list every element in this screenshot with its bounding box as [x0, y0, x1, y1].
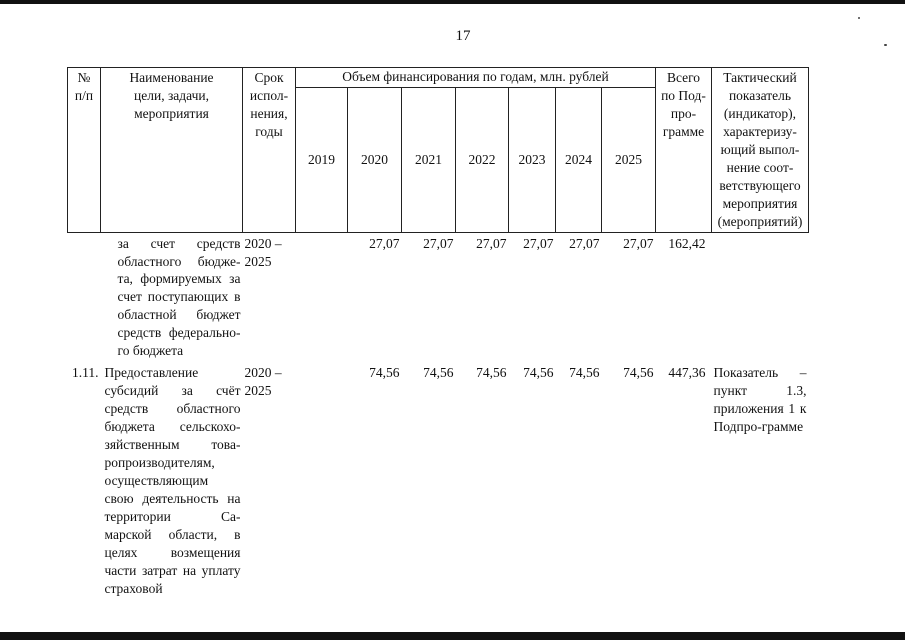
row-value: 27,07: [523, 235, 554, 251]
row-total: 447,36: [668, 365, 706, 381]
scan-speck: [884, 44, 887, 46]
header-year: 2024: [556, 88, 602, 232]
table-row: [68, 232, 809, 360]
row-name-text: Предоставление субсидий за счёт средств областного бюджета сельскохо-зяйственным това-ропроизводителям, осуществляющим свою деятельность на территории Са-марской области, в целях возмещения части затрат на уплату страховой: [104, 365, 241, 596]
header-term: Срок испол-нения, годы: [243, 68, 296, 233]
row-value: 74,56: [476, 365, 507, 381]
row-term: 2020 – 2025: [244, 365, 282, 399]
row-value: 27,07: [476, 235, 507, 251]
header-total: Всего по Под-про-грамме: [656, 68, 712, 233]
top-border-line: [0, 0, 905, 4]
row-number: 1.11.: [72, 365, 99, 381]
row-value: [296, 360, 348, 597]
row-value: 74,56: [623, 365, 654, 381]
row-name: [101, 360, 243, 597]
row-value: 27,07: [369, 235, 400, 251]
row-term: 2020 – 2025: [244, 235, 282, 269]
header-name: Наименование цели, задачи, мероприятия: [101, 68, 243, 233]
row-value: 27,07: [423, 235, 454, 251]
row-name: [101, 232, 243, 360]
bottom-border-line: [0, 632, 905, 640]
row-value: 74,56: [569, 365, 600, 381]
row-value: 27,07: [623, 235, 654, 251]
row-value: 74,56: [369, 365, 400, 381]
header-indicator: Тактический показатель (индикатор), характеризу-ющий выпол-нение соот-ветствующего мероприятия (мероприятий): [712, 68, 809, 233]
row-value: [296, 232, 348, 360]
row-number: [68, 232, 101, 360]
row-value: 74,56: [523, 365, 554, 381]
table-row: [68, 360, 809, 597]
header-year: 2025: [602, 88, 656, 232]
row-indicator: [712, 232, 809, 360]
header-year: 2022: [456, 88, 509, 232]
funding-table: [67, 67, 809, 598]
table-header: [68, 68, 809, 233]
page-number: 17: [455, 28, 471, 44]
header-year: 2020: [348, 88, 402, 232]
row-value: 27,07: [569, 235, 600, 251]
row-total: 162,42: [668, 235, 706, 251]
row-name-text: за счет средств областного бюдже-та, формируемых за счет поступающих в областной бюджет средств федерально-го бюджета: [117, 235, 241, 359]
header-year: 2021: [402, 88, 456, 232]
header-number: № п/п: [68, 68, 101, 233]
header-year: 2023: [509, 88, 556, 232]
row-value: 74,56: [423, 365, 454, 381]
scan-speck: [858, 17, 860, 19]
row-indicator: Показатель – пункт 1.3, приложения 1 к Подпро-грамме: [713, 365, 807, 435]
header-year: 2019: [296, 88, 348, 232]
header-funding: Объем финансирования по годам, млн. рублей: [296, 68, 656, 88]
